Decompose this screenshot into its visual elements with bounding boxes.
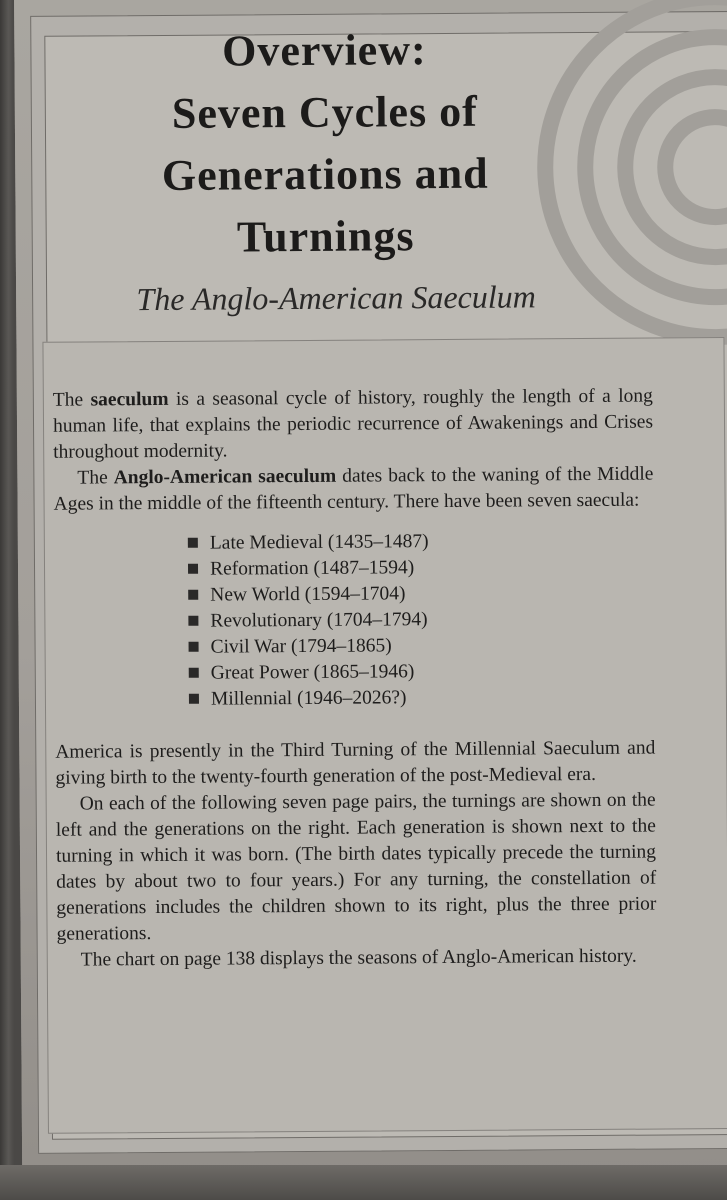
term-anglo-american-saeculum: Anglo-American saeculum <box>113 465 337 489</box>
square-bullet-icon <box>188 590 198 600</box>
list-item <box>188 632 654 661</box>
list-item <box>188 606 654 635</box>
paragraph-anglo-american-saeculum <box>53 462 653 518</box>
list-item-label: Civil War (1794–1865) <box>210 635 392 658</box>
list-item <box>188 580 654 609</box>
square-bullet-icon <box>188 538 198 548</box>
saecula-list <box>188 528 655 713</box>
page-bottom-edge <box>0 1165 727 1200</box>
square-bullet-icon <box>189 642 199 652</box>
list-item-label: Reformation (1487–1594) <box>209 557 415 580</box>
title-line-4: Turnings <box>236 211 415 262</box>
paragraph-third-turning: America is presently in the Third Turning of the Millennial Saeculum and giving birth to the twenty-fourth generation of the post-Medieval era. <box>55 737 656 789</box>
list-item-label: Millennial (1946–2026?) <box>210 687 407 710</box>
list-item-label: New World (1594–1704) <box>210 583 406 606</box>
paragraph-saeculum-definition <box>53 384 654 466</box>
book-spine <box>0 0 14 1200</box>
square-bullet-icon <box>188 564 198 574</box>
body-text <box>53 384 657 974</box>
title-line-3: Generations and <box>161 148 489 200</box>
p2-lead: The <box>77 467 114 489</box>
square-bullet-icon <box>189 668 199 678</box>
p1-rest: is a seasonal cycle of history, roughly the length of a long human life, that explains the periodic recurrence of Awakenings and Crises throughout modernity. <box>52 385 654 463</box>
title-line-2: Seven Cycles of <box>171 86 478 138</box>
list-item <box>188 554 654 583</box>
term-saeculum: saeculum <box>90 388 169 411</box>
list-item <box>189 684 655 713</box>
p2-rest: dates back to the waning of the Middle Ages in the middle of the fifteenth century. There have been seven saecula: <box>53 463 654 515</box>
page-subtitle: The Anglo-American Saeculum <box>136 278 536 318</box>
title-line-1: Overview: <box>222 25 427 76</box>
list-item <box>189 658 655 687</box>
book-page <box>14 0 727 1188</box>
list-item-label: Revolutionary (1704–1794) <box>210 609 428 632</box>
square-bullet-icon <box>188 616 198 626</box>
list-item-label: Great Power (1865–1946) <box>210 661 415 684</box>
paragraph-page-pairs: On each of the following seven page pairs, the turnings are shown on the left and the generations on the right. Each generation is shown next to the turning in which it was born. (The birth dates typically precede the turning dates by about two to four years.) For any turning, the constellation of generations includes the children shown to its right, plus the three prior generations. <box>55 789 657 945</box>
square-bullet-icon <box>189 694 199 704</box>
list-item <box>188 528 654 557</box>
paragraph-chart-reference: The chart on page 138 displays the seasons of Anglo-American history. <box>80 945 637 971</box>
list-item-label: Late Medieval (1435–1487) <box>209 531 429 554</box>
p1-lead: The <box>52 389 91 411</box>
page-title <box>54 18 596 270</box>
